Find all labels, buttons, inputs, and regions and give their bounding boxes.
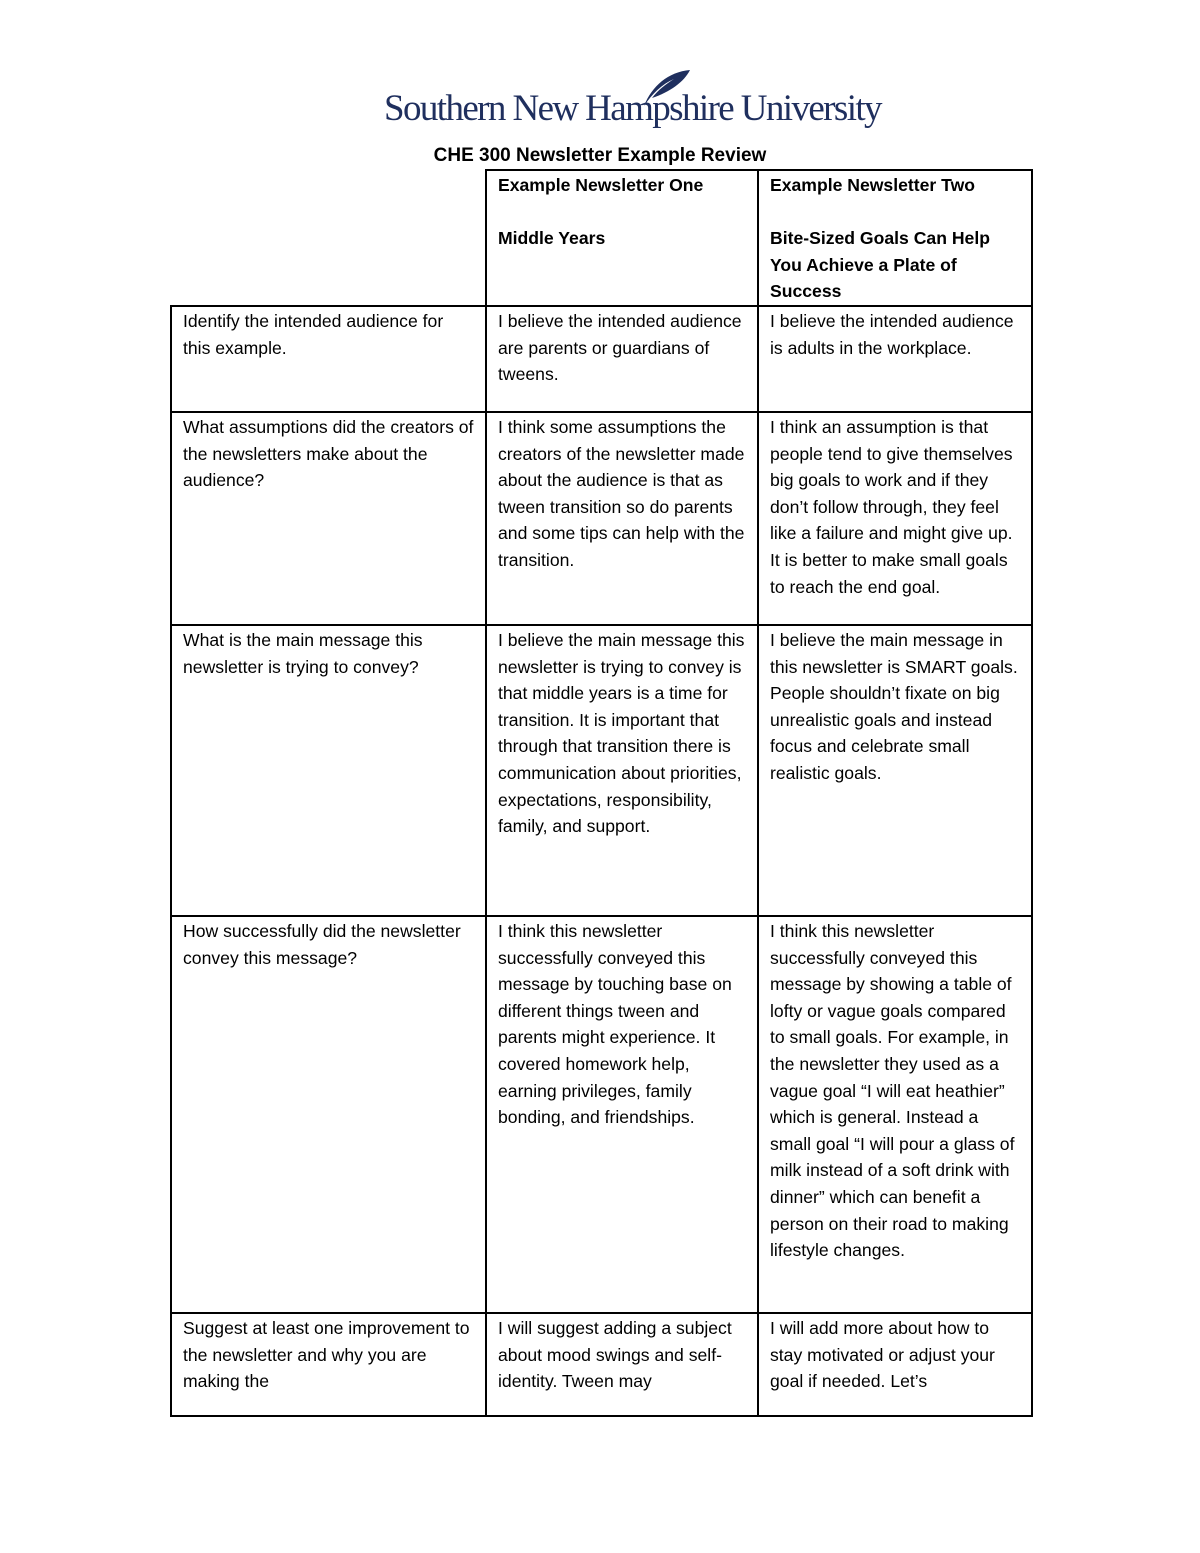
table-row xyxy=(171,916,1032,1313)
feather-icon xyxy=(640,68,692,108)
header-row xyxy=(171,170,1032,306)
question-cell: What assumptions did the creators of the newsletters make about the audience? xyxy=(171,412,486,625)
table-row xyxy=(171,306,1032,412)
review-table xyxy=(170,169,1033,1417)
empty-corner-cell xyxy=(171,170,486,306)
table-row xyxy=(171,1313,1032,1416)
question-cell: Identify the intended audience for this example. xyxy=(171,306,486,412)
page-title: CHE 300 Newsletter Example Review xyxy=(433,145,767,166)
header-label: Example Newsletter Two xyxy=(770,175,975,195)
university-logo xyxy=(384,68,881,134)
question-cell: What is the main message this newsletter is trying to convey? xyxy=(171,625,486,916)
header-newsletter-two xyxy=(758,170,1032,306)
table-row xyxy=(171,625,1032,916)
question-cell: Suggest at least one improvement to the newsletter and why you are making the xyxy=(171,1313,486,1416)
answer-two-cell: I believe the main message in this newsletter is SMART goals. People shouldn’t fixate on big unrealistic goals and instead focus and celebrate small realistic goals. xyxy=(758,625,1032,916)
header-label: Example Newsletter One xyxy=(498,175,704,195)
logo-wordmark: Southern New Hampshire University xyxy=(384,88,881,129)
answer-one-cell: I believe the main message this newsletter is trying to convey is that middle years is a time for transition. It is important that through that transition there is communication about priorities, expectations, responsibility, family, and support. xyxy=(486,625,758,916)
answer-two-cell: I think this newsletter successfully conveyed this message by showing a table of lofty or vague goals compared to small goals. For example, in the newsletter they used as a vague goal “I will eat heathier” which is general. Instead a small goal “I will pour a glass of milk instead of a soft drink with dinner” which can benefit a person on their road to making lifestyle changes. xyxy=(758,916,1032,1313)
answer-one-cell: I believe the intended audience are parents or guardians of tweens. xyxy=(486,306,758,412)
header-newsletter-name: Bite-Sized Goals Can Help You Achieve a Plate of Success xyxy=(770,228,990,302)
answer-one-cell: I will suggest adding a subject about mood swings and self-identity. Tween may xyxy=(486,1313,758,1416)
header-newsletter-one xyxy=(486,170,758,306)
answer-two-cell: I will add more about how to stay motivated or adjust your goal if needed. Let’s xyxy=(758,1313,1032,1416)
table-row xyxy=(171,412,1032,625)
question-cell: How successfully did the newsletter convey this message? xyxy=(171,916,486,1313)
answer-two-cell: I think an assumption is that people tend to give themselves big goals to work and if they don’t follow through, they feel like a failure and might give up. It is better to make small goals to reach the end goal. xyxy=(758,412,1032,625)
header-newsletter-name: Middle Years xyxy=(498,228,606,249)
answer-two-cell: I believe the intended audience is adults in the workplace. xyxy=(758,306,1032,412)
answer-one-cell: I think some assumptions the creators of the newsletter made about the audience is that as tween transition so do parents and some tips can help with the transition. xyxy=(486,412,758,625)
answer-one-cell: I think this newsletter successfully conveyed this message by touching base on different things tween and parents might experience. It covered homework help, earning privileges, family bonding, and friendships. xyxy=(486,916,758,1313)
